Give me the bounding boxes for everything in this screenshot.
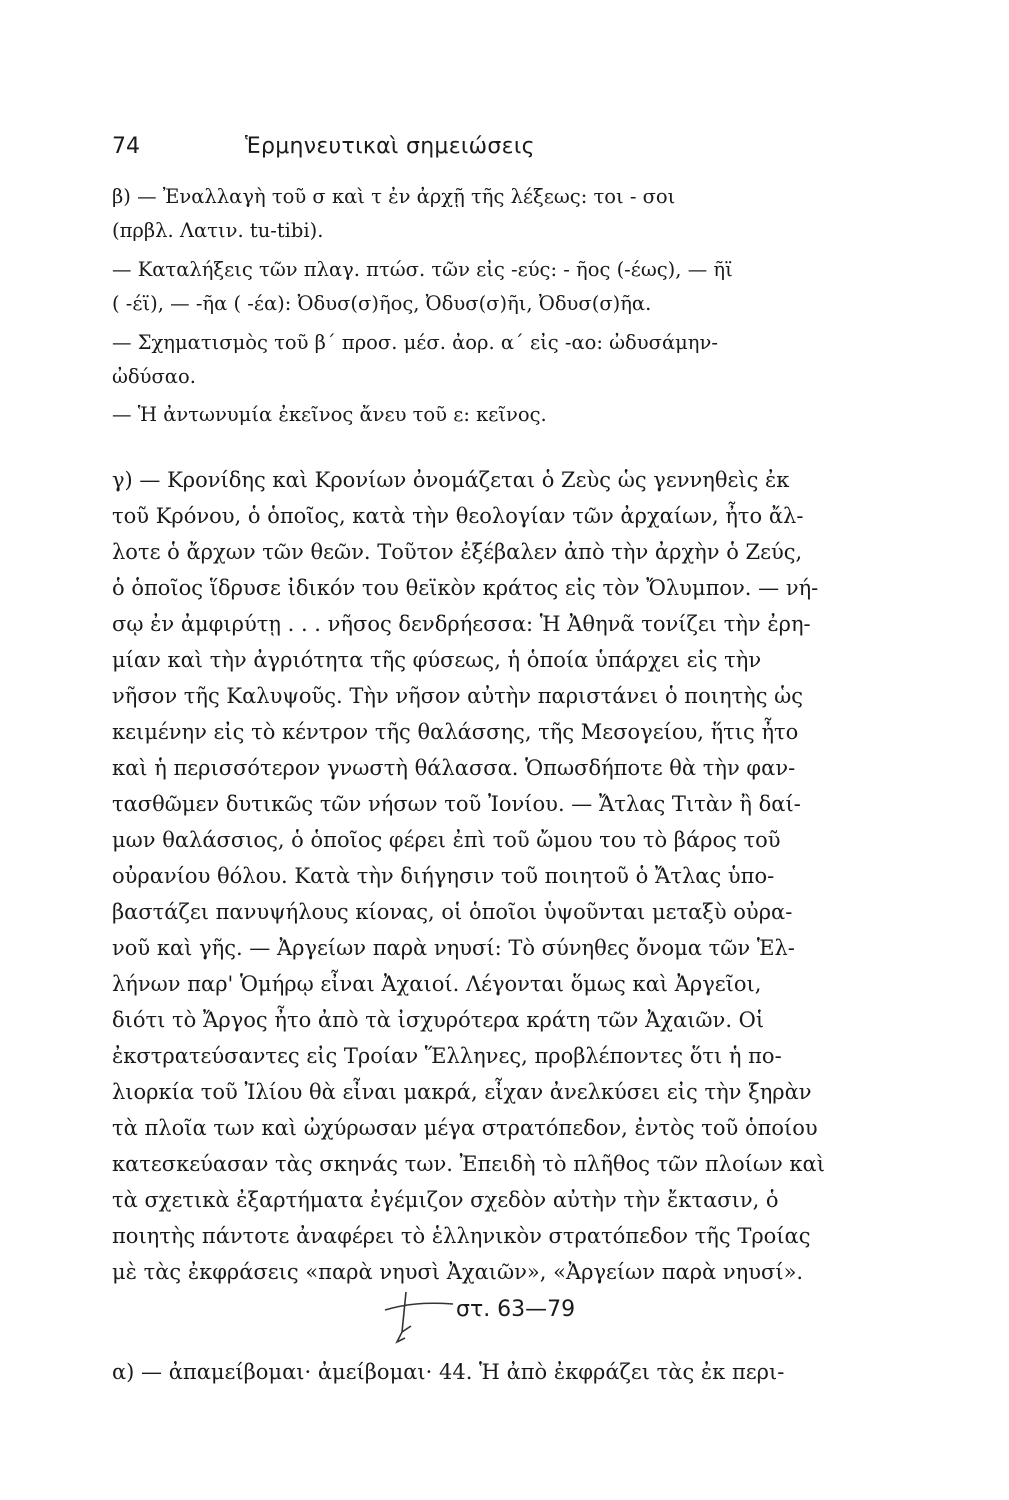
text-line: α) — ἀπαμείβομαι· ἀμείβομαι· 44. Ἡ ἀπὸ ἐκφράζει τὰς ἐκ περι-	[112, 1360, 785, 1384]
text-line: μὲ τὰς ἐκφράσεις «παρὰ νηυσὶ Ἀχαιῶν», «Ἀργείων παρὰ νηυσί».	[112, 1260, 804, 1284]
text-line: κειμένην εἰς τὸ κέντρον τῆς θαλάσσης, τῆς Μεσογείου, ἥτις ἦτο	[112, 720, 799, 744]
text-line: γ) — Κρονίδης καὶ Κρονίων ὀνομάζεται ὁ Ζεὺς ὡς γεννηθεὶς ἐκ	[112, 468, 790, 492]
text-line: νῆσον τῆς Καλυψοῦς. Τὴν νῆσον αὐτὴν παριστάνει ὁ ποιητὴς ὡς	[112, 684, 804, 708]
running-header	[112, 130, 912, 164]
text-line: ὠδύσαο.	[112, 365, 196, 388]
running-title: Ἑρμηνευτικαὶ σημειώσεις	[245, 134, 535, 159]
text-line: β) — Ἐναλλαγὴ τοῦ σ καὶ τ ἐν ἀρχῇ τῆς λέξεως: τοι - σοι	[112, 185, 676, 208]
text-line: λήνων παρ' Ὁμήρῳ εἶναι Ἀχαιοί. Λέγονται ὅμως καὶ Ἀργεῖοι,	[112, 972, 762, 996]
text-line: τὰ πλοῖα των καὶ ὠχύρωσαν μέγα στρατόπεδον, ἐντὸς τοῦ ὁποίου	[112, 1116, 818, 1140]
text-line: μων θαλάσσιος, ὁ ὁποῖος φέρει ἐπὶ τοῦ ὤμου του τὸ βάρος τοῦ	[112, 828, 781, 852]
text-line: λιορκία τοῦ Ἰλίου θὰ εἶναι μακρά, εἶχαν ἀνελκύσει εἰς τὴν ξηρὰν	[112, 1080, 812, 1104]
text-line: οὐρανίου θόλου. Κατὰ τὴν διήγησιν τοῦ ποιητοῦ ὁ Ἄτλας ὑπο-	[112, 864, 775, 888]
text-line: ( -έϊ), — -ῆα ( -έα): Ὀδυσ(σ)ῆος, Ὀδυσ(σ)ῆι, Ὀδυσ(σ)ῆα.	[112, 292, 652, 315]
pen-mark-icon	[375, 1290, 455, 1350]
page-number: 74	[112, 134, 140, 159]
text-line: κατεσκεύασαν τὰς σκηνάς των. Ἐπειδὴ τὸ πλῆθος τῶν πλοίων καὶ	[112, 1152, 825, 1176]
text-line: μίαν καὶ τὴν ἀγριότητα τῆς φύσεως, ἡ ὁποία ὑπάρχει εἰς τὴν	[112, 648, 762, 672]
text-line: διότι τὸ Ἄργος ἦτο ἀπὸ τὰ ἰσχυρότερα κράτη τῶν Ἀχαιῶν. Οἱ	[112, 1008, 765, 1032]
text-line: λοτε ὁ ἄρχων τῶν θεῶν. Τοῦτον ἐξέβαλεν ἀπὸ τὴν ἀρχὴν ὁ Ζεύς,	[112, 540, 803, 564]
text-line: — Ἡ ἀντωνυμία ἐκεῖνος ἄνευ τοῦ ε: κεῖνος.	[112, 403, 547, 426]
text-line: τοῦ Κρόνου, ὁ ὁποῖος, κατὰ τὴν θεολογίαν τῶν ἀρχαίων, ἦτο ἄλ-	[112, 504, 804, 528]
text-line: ποιητὴς πάντοτε ἀναφέρει τὸ ἑλληνικὸν στρατόπεδον τῆς Τροίας	[112, 1224, 811, 1248]
text-line: βαστάζει πανυψήλους κίονας, οἱ ὁποῖοι ὑψοῦνται μεταξὺ οὐρα-	[112, 900, 793, 924]
text-line: — Σχηματισμὸς τοῦ β΄ προσ. μέσ. ἀορ. α΄ εἰς -αο: ὠδυσάμην-	[112, 331, 718, 354]
text-line: τασθῶμεν δυτικῶς τῶν νήσων τοῦ Ἰονίου. — Ἄτλας Τιτὰν ἢ δαί-	[112, 792, 801, 816]
text-line: — Καταλήξεις τῶν πλαγ. πτώσ. τῶν εἰς -εύς: - ῆος (-έως), — ῆϊ	[112, 258, 733, 281]
section-reference: στ. 63—79	[456, 1297, 576, 1322]
text-line: καὶ ἡ περισσότερον γνωστὴ θάλασσα. Ὁπωσδήποτε θὰ τὴν φαν-	[112, 756, 796, 780]
text-line: ἐκστρατεύσαντες εἰς Τροίαν Ἕλληνες, προβλέποντες ὅτι ἡ πο-	[112, 1044, 782, 1068]
text-line: τὰ σχετικὰ ἐξαρτήματα ἐγέμιζον σχεδὸν αὐτὴν τὴν ἔκτασιν, ὁ	[112, 1188, 779, 1212]
text-line: νοῦ καὶ γῆς. — Ἀργείων παρὰ νηυσί: Τὸ σύνηθες ὄνομα τῶν Ἑλ-	[112, 936, 795, 960]
text-line: ὁ ὁποῖος ἵδρυσε ἰδικόν του θεϊκὸν κράτος εἰς τὸν Ὄλυμπον. — νή-	[112, 576, 819, 600]
text-line: (πρβλ. Λατιν. tu-tibi).	[112, 219, 324, 242]
text-line: σῳ ἐν ἀμφιρύτῃ . . . νῆσος δενδρήεσσα: Ἡ Ἀθηνᾶ τονίζει τὴν ἐρη-	[112, 612, 811, 636]
